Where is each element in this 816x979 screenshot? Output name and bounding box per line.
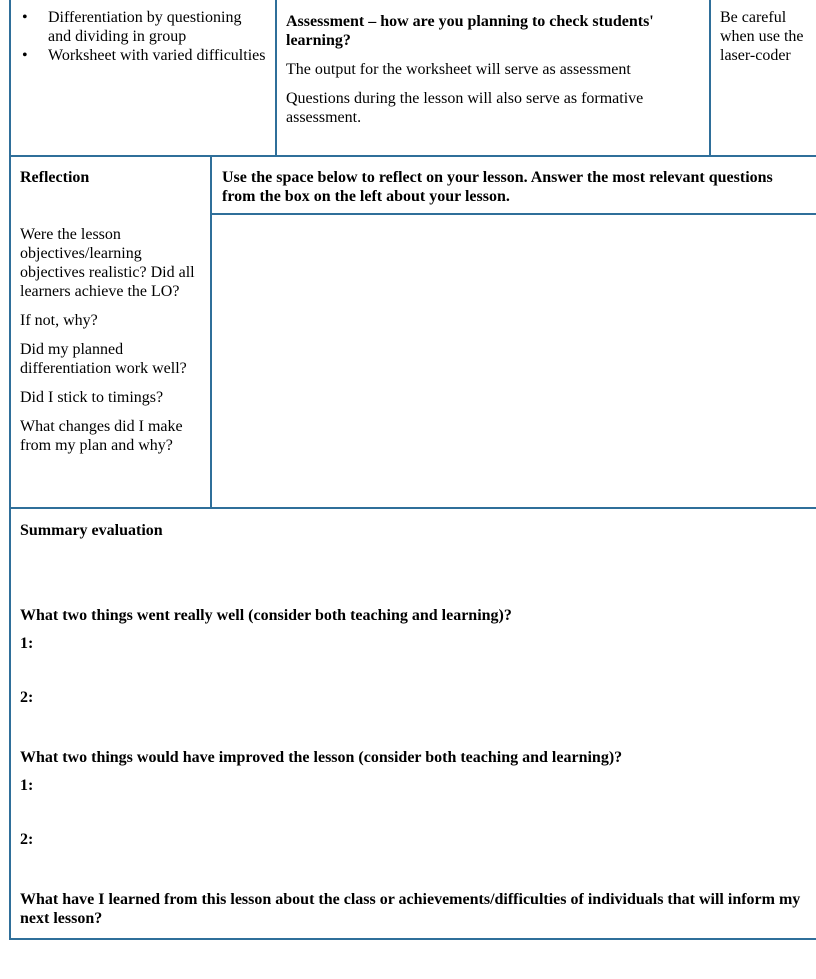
table-border-row-1 [9, 155, 816, 157]
reflection-question: What changes did I make from my plan and why? [20, 418, 183, 454]
learned-block [20, 890, 810, 928]
table-border-row-2 [9, 507, 816, 509]
learned-question: What have I learned from this lesson about the class or achievements/difficulties of individuals that will inform my next lesson? [20, 891, 801, 927]
improve-question: What two things would have improved the lesson (consider both teaching and learning)? [20, 749, 623, 766]
reflection-prompt-cell [222, 168, 808, 206]
reflection-question: Did I stick to timings? [20, 389, 164, 406]
bullet-icon: • [22, 9, 28, 26]
table-border-left [9, 0, 11, 940]
table-border-reflection-prompt [211, 213, 816, 215]
table-border-bottom [9, 938, 816, 940]
improve-answer-1[interactable]: 1: [20, 777, 34, 794]
assessment-heading: Assessment – how are you planning to check students' learning? [286, 13, 654, 49]
safety-note-text: Be careful when use the laser-coder [720, 9, 804, 64]
summary-heading: Summary evaluation [20, 522, 163, 539]
went-well-answer-1[interactable]: 1: [20, 635, 34, 652]
safety-note-cell [720, 8, 806, 65]
improve-block [20, 748, 810, 849]
went-well-question: What two things went really well (consider both teaching and learning)? [20, 607, 512, 624]
went-well-answer-2[interactable]: 2: [20, 689, 34, 706]
reflection-heading-cell [20, 168, 204, 187]
assessment-text-worksheet: The output for the worksheet will serve as assessment [286, 61, 631, 78]
assessment-text-questions: Questions during the lesson will also serve as formative assessment. [286, 90, 644, 126]
reflection-question: Did my planned differentiation work well? [20, 341, 187, 377]
differentiation-item-text: Differentiation by questioning and dividing in group [48, 9, 242, 45]
bullet-icon: • [22, 47, 28, 64]
table-border-divider-1 [275, 0, 277, 156]
table-border-divider-2 [709, 0, 711, 156]
reflection-heading: Reflection [20, 169, 90, 186]
improve-answer-2[interactable]: 2: [20, 831, 34, 848]
differentiation-cell [20, 8, 268, 65]
assessment-cell [286, 12, 702, 127]
differentiation-list [20, 8, 268, 65]
reflection-prompt: Use the space below to reflect on your lesson. Answer the most relevant questions from the box on the left about your lesson. [222, 169, 773, 205]
reflection-question: Were the lesson objectives/learning objectives realistic? Did all learners achieve the LO? [20, 226, 195, 300]
reflection-questions-cell [20, 225, 204, 455]
reflection-answer-area[interactable] [212, 216, 814, 506]
summary-cell [20, 521, 810, 540]
went-well-block [20, 606, 810, 707]
differentiation-item-text: Worksheet with varied difficulties [48, 47, 266, 64]
list-item [20, 8, 268, 46]
list-item [20, 46, 268, 65]
reflection-question: If not, why? [20, 312, 98, 329]
